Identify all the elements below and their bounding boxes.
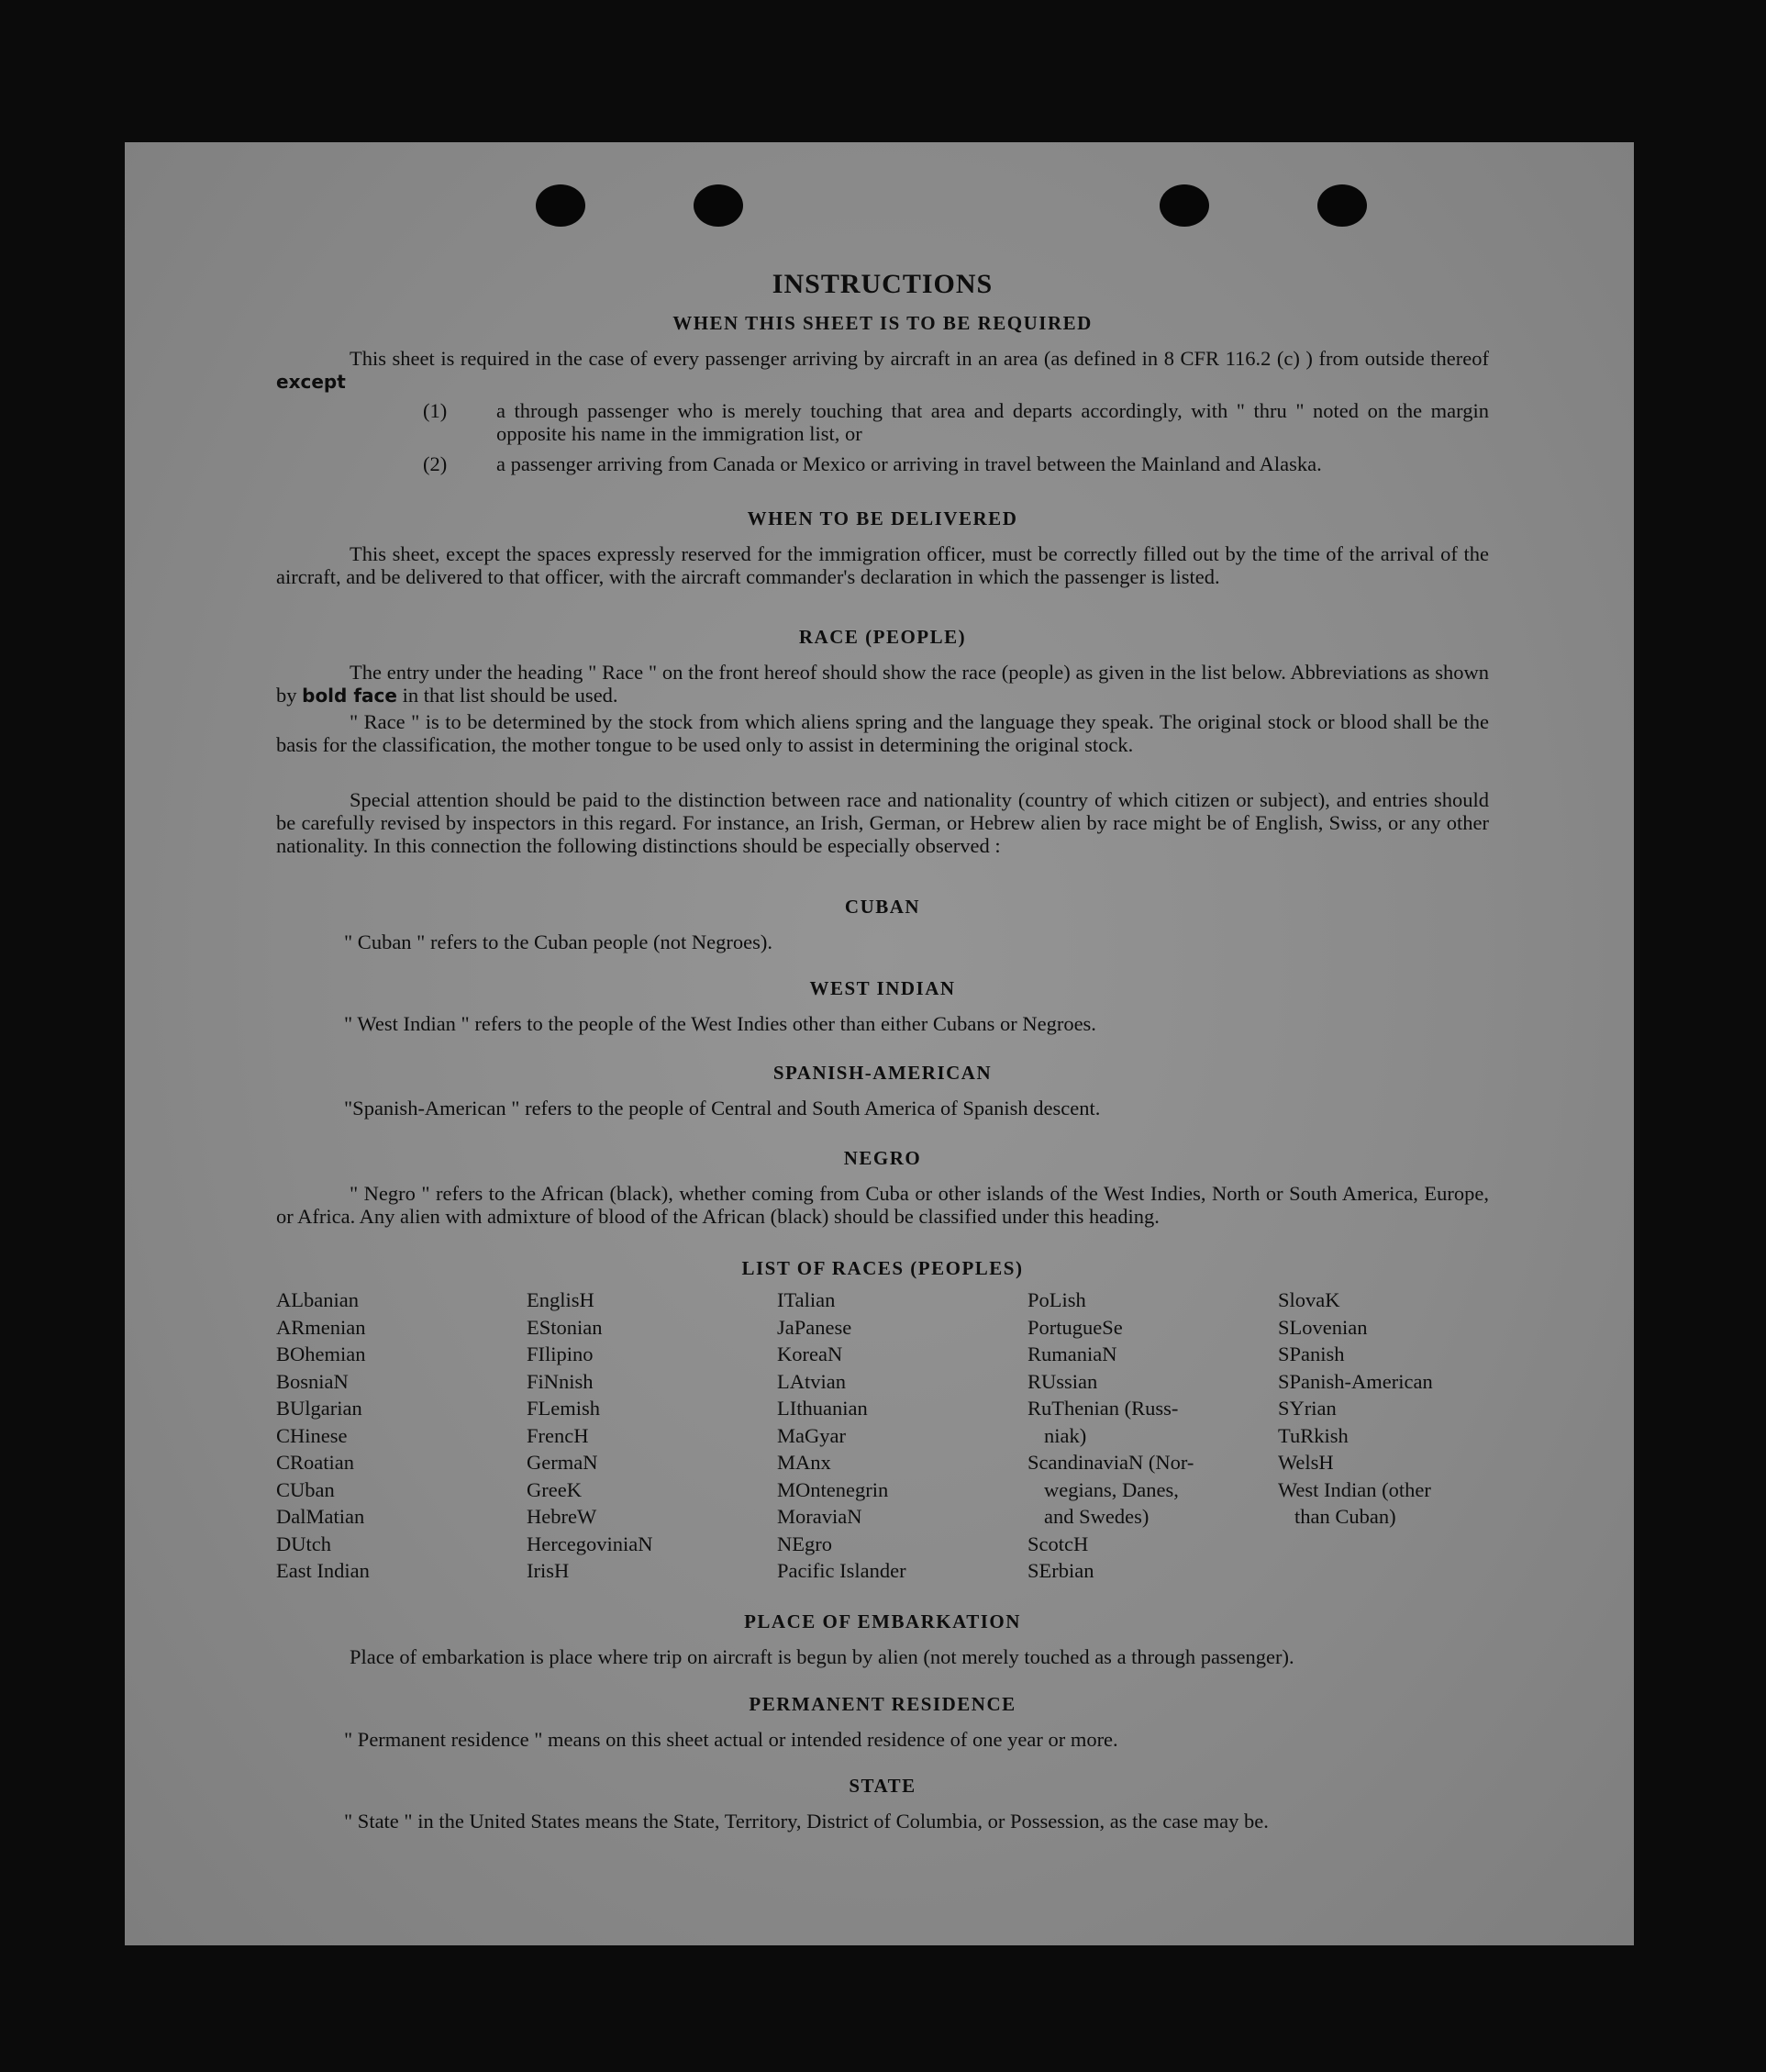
race-entry: WelsH [1278, 1451, 1334, 1474]
race-entry: MoraviaN [777, 1505, 862, 1528]
race-entry: CHinese [276, 1423, 348, 1447]
race-entry: RUssian [1027, 1369, 1098, 1393]
cuban-text: " Cuban " refers to the Cuban people (not Negroes). [344, 930, 772, 953]
race-paragraph-3: Special attention should be paid to the distinction between race and nationality (country of which citizen or subject), and entries should be carefully revised by inspectors in this regard. For instance, an Irish, German, or Hebrew alien by race might be of English, Swiss, or any other nationality. In this connection the following distinctions should be especially observed : [276, 788, 1489, 857]
item-number: (1) [423, 399, 448, 422]
race-column-5 [1278, 1287, 1433, 1531]
race-entry: NEgro [777, 1532, 832, 1555]
race-entry: DalMatian [276, 1505, 365, 1528]
negro-text: " Negro " refers to the African (black), whether coming from Cuba or other islands of the West Indies, North or South America, Europe, or Africa. Any alien with admixture of blood of the African (black) should be classified under this heading. [276, 1182, 1489, 1228]
section-heading-when-required: WHEN THIS SHEET IS TO BE REQUIRED [672, 312, 1093, 334]
west-indian-text: " West Indian " refers to the people of the West Indies other than either Cubans or Negroes. [344, 1012, 1096, 1035]
section-heading-permanent-residence: PERMANENT RESIDENCE [749, 1693, 1016, 1715]
exception-item-1 [423, 399, 1489, 445]
race-entry: EStonian [527, 1315, 603, 1339]
race-entry: SlovaK [1278, 1288, 1340, 1311]
embarkation-text: Place of embarkation is place where trip on aircraft is begun by alien (not merely touched as a through passenger). [350, 1645, 1294, 1668]
when-delivered-text: This sheet, except the spaces expressly reserved for the immigration officer, must be correctly filled out by the time of the arrival of the aircraft, and be delivered to that officer, with the aircraft commander's declaration in which the passenger is listed. [276, 542, 1489, 588]
race-entry: HercegoviniaN [527, 1532, 653, 1555]
document-content [276, 142, 1489, 1945]
race-paragraph-1: The entry under the heading " Race " on the front hereof should show the race (people) as given in the list below. Abbreviations as shown by bold face in that list should be used. [276, 661, 1489, 707]
race-entry: CRoatian [276, 1451, 354, 1474]
race-entry: Pacific Islander [777, 1559, 906, 1582]
when-required-intro: This sheet is required in the case of every passenger arriving by aircraft in an area (as defined in 8 CFR 116.2 (c) ) from outside thereof except [276, 347, 1489, 393]
race-entry: ITalian [777, 1288, 836, 1311]
race-entry-continuation: and Swedes) [1044, 1505, 1150, 1528]
race-entry: ALbanian [276, 1288, 359, 1311]
race-entry: EnglisH [527, 1288, 594, 1311]
race-entry: MaGyar [777, 1423, 846, 1447]
race-entry-continuation: niak) [1044, 1423, 1087, 1447]
item-text: a through passenger who is merely touching that area and departs accordingly, with " thru " noted on the margin opposite his name in the immigration list, or [496, 399, 1489, 445]
race-entry: PoLish [1027, 1288, 1086, 1311]
race-entry: JaPanese [777, 1315, 852, 1339]
race-paragraph-2: " Race " is to be determined by the stock from which aliens spring and the language they speak. The original stock or blood shall be the basis for the classification, the mother tongue to be used only to assist in determining the original stock. [276, 710, 1489, 756]
section-heading-cuban: CUBAN [844, 896, 921, 918]
race-entry: LAtvian [777, 1369, 846, 1393]
spanish-american-text: "Spanish-American " refers to the people of Central and South America of Spanish descent. [344, 1097, 1101, 1120]
race-entry: FIlipino [527, 1342, 594, 1365]
race-entry: West Indian (other [1278, 1477, 1431, 1501]
race-entry-continuation: than Cuban) [1294, 1505, 1396, 1528]
race-entry: KoreaN [777, 1342, 843, 1365]
race-entry: PortugueSe [1027, 1315, 1123, 1339]
race-entry: RuThenian (Russ- [1027, 1397, 1179, 1420]
section-heading-embarkation: PLACE OF EMBARKATION [744, 1610, 1021, 1632]
race-entry: SErbian [1027, 1559, 1094, 1582]
race-entry: SPanish-American [1278, 1369, 1433, 1393]
race-entry: DUtch [276, 1532, 331, 1555]
section-heading-list-of-races: LIST OF RACES (PEOPLES) [741, 1257, 1024, 1279]
race-entry: CUban [276, 1477, 335, 1501]
race-entry: BOhemian [276, 1342, 366, 1365]
race-entry: ScotcH [1027, 1532, 1089, 1555]
race-entry: FrencH [527, 1423, 589, 1447]
race-entry: IrisH [527, 1559, 570, 1582]
section-heading-race: RACE (PEOPLE) [798, 626, 967, 648]
race-entry: TuRkish [1278, 1423, 1349, 1447]
race-entry-continuation: wegians, Danes, [1044, 1477, 1179, 1501]
race-entry: ScandinaviaN (Nor- [1027, 1451, 1194, 1474]
race-column-4 [1027, 1287, 1194, 1585]
item-number: (2) [423, 452, 448, 475]
race-entry: SPanish [1278, 1342, 1345, 1365]
race-entry: BUlgarian [276, 1397, 362, 1420]
section-heading-when-delivered: WHEN TO BE DELIVERED [747, 507, 1018, 529]
race-column-1 [276, 1287, 370, 1585]
section-heading-negro: NEGRO [843, 1147, 922, 1169]
race-entry: GreeK [527, 1477, 582, 1501]
document-sheet [125, 142, 1634, 1945]
race-entry: HebreW [527, 1505, 597, 1528]
race-entry: SLovenian [1278, 1315, 1368, 1339]
race-entry: FLemish [527, 1397, 601, 1420]
race-column-2 [527, 1287, 652, 1585]
except-bold: except [276, 371, 346, 393]
race-entry: FiNnish [527, 1369, 594, 1393]
race-entry: LIthuanian [777, 1397, 868, 1420]
race-entry: ARmenian [276, 1315, 366, 1339]
item-text: a passenger arriving from Canada or Mexico or arriving in travel between the Mainland and Alaska. [496, 452, 1322, 475]
race-entry: BosniaN [276, 1369, 349, 1393]
section-heading-state: STATE [849, 1775, 916, 1797]
page-title: INSTRUCTIONS [772, 269, 994, 299]
race-entry: MAnx [777, 1451, 831, 1474]
race-entry: SYrian [1278, 1397, 1337, 1420]
race-entry: MOntenegrin [777, 1477, 889, 1501]
race-entry: East Indian [276, 1559, 370, 1582]
bold-face-text: bold face [302, 685, 397, 707]
race-column-3 [777, 1287, 906, 1585]
exception-item-2 [423, 452, 1489, 475]
race-entry: RumaniaN [1027, 1342, 1117, 1365]
section-heading-west-indian: WEST INDIAN [809, 977, 956, 999]
state-text: " State " in the United States means the State, Territory, District of Columbia, or Possession, as the case may be. [344, 1810, 1269, 1832]
section-heading-spanish-american: SPANISH-AMERICAN [772, 1062, 993, 1084]
race-entry: GermaN [527, 1451, 598, 1474]
permanent-residence-text: " Permanent residence " means on this sheet actual or intended residence of one year or more. [344, 1728, 1118, 1751]
